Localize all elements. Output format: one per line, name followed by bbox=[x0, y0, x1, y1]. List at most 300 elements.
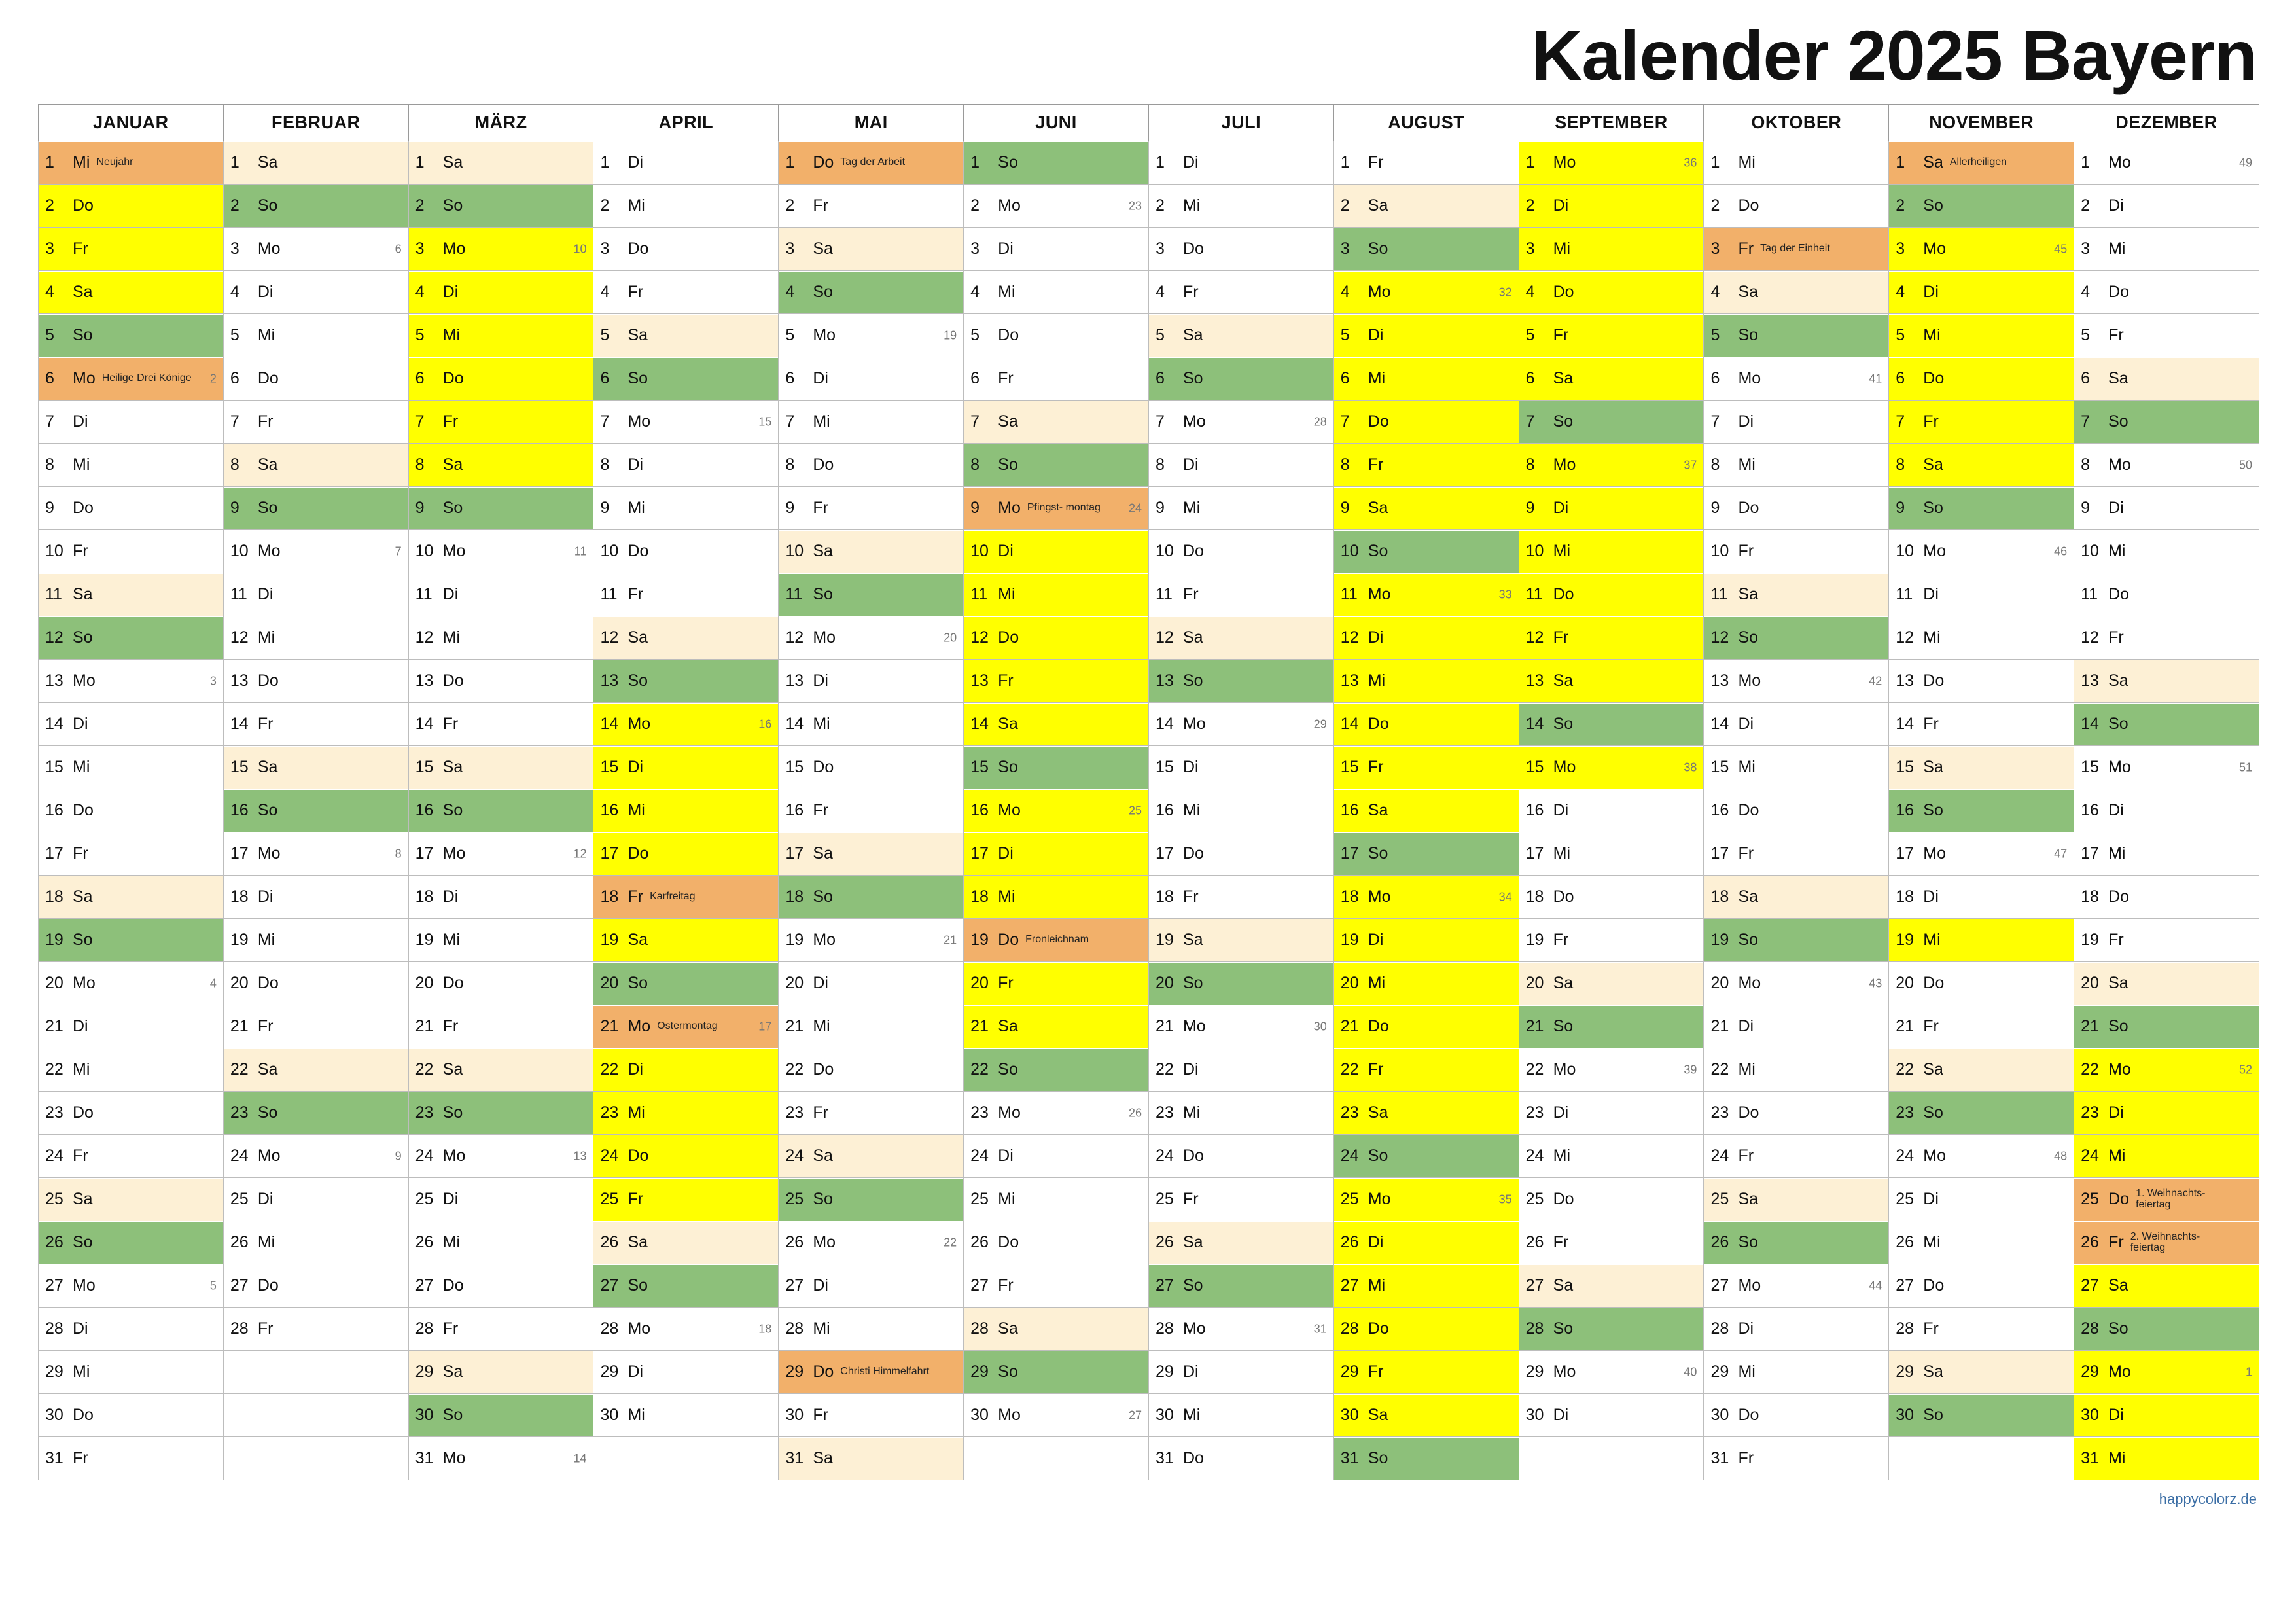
day-cell-content[interactable] bbox=[593, 876, 778, 918]
day-cell-content[interactable] bbox=[1704, 315, 1888, 357]
day-cell-content[interactable] bbox=[224, 1092, 408, 1134]
day-cell-content[interactable] bbox=[39, 919, 223, 961]
day-cell-content[interactable] bbox=[1889, 1395, 2074, 1436]
day-cell-content[interactable] bbox=[1889, 401, 2074, 443]
day-cell-content[interactable] bbox=[1149, 1222, 1333, 1264]
day-cell-content[interactable] bbox=[409, 704, 593, 745]
day-cell-content[interactable] bbox=[1889, 488, 2074, 529]
day-cell-content[interactable] bbox=[1149, 228, 1333, 270]
day-cell-content[interactable] bbox=[39, 1395, 223, 1436]
day-cell-content[interactable] bbox=[1149, 444, 1333, 486]
day-cell-content[interactable] bbox=[593, 401, 778, 443]
day-cell-content[interactable] bbox=[39, 142, 223, 184]
day-cell-content[interactable] bbox=[779, 228, 963, 270]
day-cell-content[interactable] bbox=[224, 919, 408, 961]
day-cell-content[interactable] bbox=[779, 401, 963, 443]
day-cell-content[interactable] bbox=[593, 574, 778, 616]
day-cell-content[interactable] bbox=[1889, 444, 2074, 486]
day-cell-content[interactable] bbox=[593, 617, 778, 659]
day-cell-content[interactable] bbox=[1704, 1438, 1888, 1480]
day-cell-content[interactable] bbox=[1519, 1006, 1704, 1048]
day-cell-content[interactable] bbox=[1334, 444, 1519, 486]
day-cell-content[interactable] bbox=[1519, 790, 1704, 832]
day-cell-content[interactable] bbox=[1334, 790, 1519, 832]
day-cell-content[interactable] bbox=[1334, 401, 1519, 443]
day-cell-content[interactable] bbox=[1519, 358, 1704, 400]
day-cell-content[interactable] bbox=[593, 228, 778, 270]
day-cell-content[interactable] bbox=[779, 963, 963, 1005]
day-cell-content[interactable] bbox=[224, 790, 408, 832]
day-cell-content[interactable] bbox=[1149, 1006, 1333, 1048]
day-cell-content[interactable] bbox=[1334, 876, 1519, 918]
day-cell-content[interactable] bbox=[1704, 1049, 1888, 1091]
day-cell-content[interactable] bbox=[1704, 617, 1888, 659]
day-cell-content[interactable] bbox=[39, 444, 223, 486]
day-cell-content[interactable] bbox=[2074, 315, 2259, 357]
day-cell-content[interactable] bbox=[2074, 142, 2259, 184]
day-cell-content[interactable] bbox=[779, 185, 963, 227]
day-cell-content[interactable] bbox=[1704, 790, 1888, 832]
day-cell-content[interactable] bbox=[964, 531, 1148, 573]
day-cell-content[interactable] bbox=[964, 142, 1148, 184]
day-cell-content[interactable] bbox=[1519, 876, 1704, 918]
day-cell-content[interactable] bbox=[593, 1308, 778, 1350]
day-cell-content[interactable] bbox=[39, 1135, 223, 1177]
day-cell-content[interactable] bbox=[224, 444, 408, 486]
day-cell-content[interactable] bbox=[1704, 660, 1888, 702]
day-cell-content[interactable] bbox=[593, 488, 778, 529]
day-cell-content[interactable] bbox=[1519, 315, 1704, 357]
day-cell-content[interactable] bbox=[1704, 142, 1888, 184]
day-cell-content[interactable] bbox=[2074, 660, 2259, 702]
day-cell-content[interactable] bbox=[409, 1179, 593, 1221]
day-cell-content[interactable] bbox=[39, 1049, 223, 1091]
day-cell-content[interactable] bbox=[224, 142, 408, 184]
day-cell-content[interactable] bbox=[964, 963, 1148, 1005]
day-cell-content[interactable] bbox=[779, 444, 963, 486]
day-cell-content[interactable] bbox=[39, 1265, 223, 1307]
day-cell-content[interactable] bbox=[1704, 401, 1888, 443]
day-cell-content[interactable] bbox=[779, 358, 963, 400]
day-cell-content[interactable] bbox=[1149, 747, 1333, 789]
day-cell-content[interactable] bbox=[409, 142, 593, 184]
day-cell-content[interactable] bbox=[2074, 1006, 2259, 1048]
day-cell-content[interactable] bbox=[779, 1438, 963, 1480]
day-cell-content[interactable] bbox=[779, 1308, 963, 1350]
day-cell-content[interactable] bbox=[1149, 919, 1333, 961]
day-cell-content[interactable] bbox=[39, 315, 223, 357]
day-cell-content[interactable] bbox=[1889, 142, 2074, 184]
day-cell-content[interactable] bbox=[224, 660, 408, 702]
day-cell-content[interactable] bbox=[593, 1395, 778, 1436]
day-cell-content[interactable] bbox=[409, 401, 593, 443]
day-cell-content[interactable] bbox=[224, 876, 408, 918]
day-cell-content[interactable] bbox=[1149, 315, 1333, 357]
day-cell-content[interactable] bbox=[1704, 574, 1888, 616]
day-cell-content[interactable] bbox=[409, 1265, 593, 1307]
day-cell-content[interactable] bbox=[1149, 963, 1333, 1005]
day-cell-content[interactable] bbox=[593, 660, 778, 702]
day-cell-content[interactable] bbox=[593, 790, 778, 832]
day-cell-content[interactable] bbox=[2074, 272, 2259, 313]
day-cell-content[interactable] bbox=[39, 1006, 223, 1048]
day-cell-content[interactable] bbox=[39, 574, 223, 616]
day-cell-content[interactable] bbox=[39, 531, 223, 573]
day-cell-content[interactable] bbox=[224, 704, 408, 745]
day-cell-content[interactable] bbox=[409, 1438, 593, 1480]
day-cell-content[interactable] bbox=[2074, 1351, 2259, 1393]
day-cell-content[interactable] bbox=[964, 185, 1148, 227]
day-cell-content[interactable] bbox=[1149, 1135, 1333, 1177]
day-cell-content[interactable] bbox=[964, 488, 1148, 529]
day-cell-content[interactable] bbox=[1704, 272, 1888, 313]
day-cell-content[interactable] bbox=[1334, 919, 1519, 961]
day-cell-content[interactable] bbox=[2074, 747, 2259, 789]
day-cell-content[interactable] bbox=[1334, 315, 1519, 357]
day-cell-content[interactable] bbox=[409, 660, 593, 702]
day-cell-content[interactable] bbox=[1519, 1092, 1704, 1134]
day-cell-content[interactable] bbox=[39, 358, 223, 400]
day-cell-content[interactable] bbox=[2074, 919, 2259, 961]
day-cell-content[interactable] bbox=[593, 1135, 778, 1177]
day-cell-content[interactable] bbox=[1149, 1049, 1333, 1091]
day-cell-content[interactable] bbox=[964, 617, 1148, 659]
day-cell-content[interactable] bbox=[1704, 876, 1888, 918]
day-cell-content[interactable] bbox=[593, 1006, 778, 1048]
day-cell-content[interactable] bbox=[779, 1135, 963, 1177]
day-cell-content[interactable] bbox=[593, 1222, 778, 1264]
day-cell-content[interactable] bbox=[964, 444, 1148, 486]
day-cell-content[interactable] bbox=[1149, 1092, 1333, 1134]
day-cell-content[interactable] bbox=[593, 185, 778, 227]
day-cell-content[interactable] bbox=[1704, 747, 1888, 789]
day-cell-content[interactable] bbox=[593, 444, 778, 486]
day-cell-content[interactable] bbox=[779, 488, 963, 529]
day-cell-content[interactable] bbox=[224, 833, 408, 875]
day-cell-content[interactable] bbox=[39, 660, 223, 702]
day-cell-content[interactable] bbox=[1334, 1092, 1519, 1134]
day-cell-content[interactable] bbox=[1334, 1265, 1519, 1307]
day-cell-content[interactable] bbox=[2074, 401, 2259, 443]
day-cell-content[interactable] bbox=[1149, 704, 1333, 745]
day-cell-content[interactable] bbox=[1519, 1049, 1704, 1091]
day-cell-content[interactable] bbox=[1334, 1135, 1519, 1177]
day-cell-content[interactable] bbox=[1519, 747, 1704, 789]
day-cell-content[interactable] bbox=[2074, 704, 2259, 745]
day-cell-content[interactable] bbox=[593, 1179, 778, 1221]
day-cell-content[interactable] bbox=[1149, 790, 1333, 832]
day-cell-content[interactable] bbox=[1889, 660, 2074, 702]
day-cell-content[interactable] bbox=[779, 1351, 963, 1393]
day-cell-content[interactable] bbox=[2074, 833, 2259, 875]
day-cell-content[interactable] bbox=[1149, 185, 1333, 227]
day-cell-content[interactable] bbox=[1519, 1308, 1704, 1350]
day-cell-content[interactable] bbox=[409, 1092, 593, 1134]
day-cell-content[interactable] bbox=[1889, 617, 2074, 659]
day-cell-content[interactable] bbox=[2074, 1092, 2259, 1134]
day-cell-content[interactable] bbox=[409, 1395, 593, 1436]
day-cell-content[interactable] bbox=[1519, 185, 1704, 227]
day-cell-content[interactable] bbox=[1889, 1265, 2074, 1307]
day-cell-content[interactable] bbox=[409, 574, 593, 616]
day-cell-content[interactable] bbox=[409, 358, 593, 400]
day-cell-content[interactable] bbox=[1704, 1179, 1888, 1221]
day-cell-content[interactable] bbox=[964, 1006, 1148, 1048]
day-cell-content[interactable] bbox=[1149, 1308, 1333, 1350]
day-cell-content[interactable] bbox=[2074, 444, 2259, 486]
day-cell-content[interactable] bbox=[779, 1179, 963, 1221]
day-cell-content[interactable] bbox=[1889, 1308, 2074, 1350]
day-cell-content[interactable] bbox=[39, 1092, 223, 1134]
day-cell-content[interactable] bbox=[593, 704, 778, 745]
day-cell-content[interactable] bbox=[1519, 1222, 1704, 1264]
day-cell-content[interactable] bbox=[964, 574, 1148, 616]
day-cell-content[interactable] bbox=[779, 1222, 963, 1264]
day-cell-content[interactable] bbox=[593, 315, 778, 357]
day-cell-content[interactable] bbox=[593, 1351, 778, 1393]
day-cell-content[interactable] bbox=[593, 747, 778, 789]
day-cell-content[interactable] bbox=[1334, 574, 1519, 616]
day-cell-content[interactable] bbox=[1889, 531, 2074, 573]
day-cell-content[interactable] bbox=[964, 1395, 1148, 1436]
day-cell-content[interactable] bbox=[1334, 704, 1519, 745]
day-cell-content[interactable] bbox=[409, 1006, 593, 1048]
day-cell-content[interactable] bbox=[1149, 660, 1333, 702]
day-cell-content[interactable] bbox=[409, 1049, 593, 1091]
day-cell-content[interactable] bbox=[779, 142, 963, 184]
day-cell-content[interactable] bbox=[1889, 747, 2074, 789]
day-cell-content[interactable] bbox=[1704, 1308, 1888, 1350]
day-cell-content[interactable] bbox=[1519, 1265, 1704, 1307]
day-cell-content[interactable] bbox=[1704, 1092, 1888, 1134]
day-cell-content[interactable] bbox=[224, 358, 408, 400]
day-cell-content[interactable] bbox=[1704, 919, 1888, 961]
day-cell-content[interactable] bbox=[593, 1049, 778, 1091]
day-cell-content[interactable] bbox=[964, 1092, 1148, 1134]
day-cell-content[interactable] bbox=[39, 1351, 223, 1393]
day-cell-content[interactable] bbox=[2074, 1308, 2259, 1350]
day-cell-content[interactable] bbox=[409, 747, 593, 789]
day-cell-content[interactable] bbox=[779, 1265, 963, 1307]
day-cell-content[interactable] bbox=[1889, 228, 2074, 270]
day-cell-content[interactable] bbox=[779, 1395, 963, 1436]
day-cell-content[interactable] bbox=[1889, 358, 2074, 400]
day-cell-content[interactable] bbox=[779, 272, 963, 313]
day-cell-content[interactable] bbox=[779, 919, 963, 961]
day-cell-content[interactable] bbox=[409, 185, 593, 227]
day-cell-content[interactable] bbox=[1149, 1351, 1333, 1393]
day-cell-content[interactable] bbox=[1334, 833, 1519, 875]
day-cell-content[interactable] bbox=[964, 833, 1148, 875]
day-cell-content[interactable] bbox=[2074, 358, 2259, 400]
day-cell-content[interactable] bbox=[779, 1006, 963, 1048]
day-cell-content[interactable] bbox=[1889, 790, 2074, 832]
day-cell-content[interactable] bbox=[2074, 228, 2259, 270]
day-cell-content[interactable] bbox=[2074, 790, 2259, 832]
day-cell-content[interactable] bbox=[1334, 747, 1519, 789]
day-cell-content[interactable] bbox=[39, 790, 223, 832]
day-cell-content[interactable] bbox=[964, 919, 1148, 961]
day-cell-content[interactable] bbox=[1704, 704, 1888, 745]
day-cell-content[interactable] bbox=[224, 1049, 408, 1091]
day-cell-content[interactable] bbox=[1149, 876, 1333, 918]
day-cell-content[interactable] bbox=[1334, 142, 1519, 184]
day-cell-content[interactable] bbox=[409, 1135, 593, 1177]
day-cell-content[interactable] bbox=[2074, 488, 2259, 529]
day-cell-content[interactable] bbox=[1519, 1179, 1704, 1221]
day-cell-content[interactable] bbox=[964, 747, 1148, 789]
day-cell-content[interactable] bbox=[224, 488, 408, 529]
day-cell-content[interactable] bbox=[1334, 488, 1519, 529]
day-cell-content[interactable] bbox=[1334, 1395, 1519, 1436]
day-cell-content[interactable] bbox=[1704, 1351, 1888, 1393]
day-cell-content[interactable] bbox=[1889, 833, 2074, 875]
day-cell-content[interactable] bbox=[224, 401, 408, 443]
day-cell-content[interactable] bbox=[1149, 488, 1333, 529]
day-cell-content[interactable] bbox=[1334, 272, 1519, 313]
day-cell-content[interactable] bbox=[964, 272, 1148, 313]
day-cell-content[interactable] bbox=[1149, 833, 1333, 875]
day-cell-content[interactable] bbox=[1889, 1135, 2074, 1177]
day-cell-content[interactable] bbox=[593, 1265, 778, 1307]
day-cell-content[interactable] bbox=[224, 228, 408, 270]
day-cell-content[interactable] bbox=[1334, 1438, 1519, 1480]
day-cell-content[interactable] bbox=[2074, 185, 2259, 227]
day-cell-content[interactable] bbox=[1704, 1395, 1888, 1436]
day-cell-content[interactable] bbox=[1519, 617, 1704, 659]
day-cell-content[interactable] bbox=[964, 704, 1148, 745]
day-cell-content[interactable] bbox=[409, 228, 593, 270]
day-cell-content[interactable] bbox=[593, 358, 778, 400]
day-cell-content[interactable] bbox=[964, 228, 1148, 270]
day-cell-content[interactable] bbox=[224, 1135, 408, 1177]
day-cell-content[interactable] bbox=[1334, 228, 1519, 270]
day-cell-content[interactable] bbox=[1704, 185, 1888, 227]
day-cell-content[interactable] bbox=[2074, 617, 2259, 659]
day-cell-content[interactable] bbox=[1889, 919, 2074, 961]
day-cell-content[interactable] bbox=[224, 1265, 408, 1307]
day-cell-content[interactable] bbox=[1149, 531, 1333, 573]
day-cell-content[interactable] bbox=[1149, 358, 1333, 400]
day-cell-content[interactable] bbox=[1889, 1179, 2074, 1221]
day-cell-content[interactable] bbox=[409, 488, 593, 529]
day-cell-content[interactable] bbox=[1149, 1265, 1333, 1307]
day-cell-content[interactable] bbox=[1334, 531, 1519, 573]
day-cell-content[interactable] bbox=[224, 531, 408, 573]
day-cell-content[interactable] bbox=[224, 272, 408, 313]
day-cell-content[interactable] bbox=[1704, 1006, 1888, 1048]
day-cell-content[interactable] bbox=[224, 574, 408, 616]
day-cell-content[interactable] bbox=[964, 790, 1148, 832]
day-cell-content[interactable] bbox=[779, 833, 963, 875]
day-cell-content[interactable] bbox=[1149, 617, 1333, 659]
day-cell-content[interactable] bbox=[39, 1179, 223, 1221]
day-cell-content[interactable] bbox=[409, 833, 593, 875]
day-cell-content[interactable] bbox=[409, 444, 593, 486]
day-cell-content[interactable] bbox=[1519, 833, 1704, 875]
day-cell-content[interactable] bbox=[224, 1222, 408, 1264]
day-cell-content[interactable] bbox=[1334, 660, 1519, 702]
day-cell-content[interactable] bbox=[2074, 876, 2259, 918]
day-cell-content[interactable] bbox=[39, 833, 223, 875]
day-cell-content[interactable] bbox=[39, 488, 223, 529]
day-cell-content[interactable] bbox=[1519, 1395, 1704, 1436]
day-cell-content[interactable] bbox=[39, 876, 223, 918]
day-cell-content[interactable] bbox=[779, 531, 963, 573]
day-cell-content[interactable] bbox=[39, 228, 223, 270]
day-cell-content[interactable] bbox=[1519, 401, 1704, 443]
day-cell-content[interactable] bbox=[39, 617, 223, 659]
day-cell-content[interactable] bbox=[593, 531, 778, 573]
day-cell-content[interactable] bbox=[964, 358, 1148, 400]
day-cell-content[interactable] bbox=[1149, 1438, 1333, 1480]
day-cell-content[interactable] bbox=[224, 747, 408, 789]
day-cell-content[interactable] bbox=[1149, 272, 1333, 313]
day-cell-content[interactable] bbox=[39, 185, 223, 227]
day-cell-content[interactable] bbox=[1519, 531, 1704, 573]
day-cell-content[interactable] bbox=[409, 617, 593, 659]
day-cell-content[interactable] bbox=[779, 747, 963, 789]
day-cell-content[interactable] bbox=[1149, 142, 1333, 184]
day-cell-content[interactable] bbox=[1519, 228, 1704, 270]
day-cell-content[interactable] bbox=[2074, 574, 2259, 616]
day-cell-content[interactable] bbox=[1334, 1179, 1519, 1221]
day-cell-content[interactable] bbox=[1704, 358, 1888, 400]
day-cell-content[interactable] bbox=[224, 1179, 408, 1221]
day-cell-content[interactable] bbox=[1519, 660, 1704, 702]
day-cell-content[interactable] bbox=[39, 272, 223, 313]
day-cell-content[interactable] bbox=[593, 833, 778, 875]
day-cell-content[interactable] bbox=[224, 1006, 408, 1048]
day-cell-content[interactable] bbox=[1889, 1006, 2074, 1048]
day-cell-content[interactable] bbox=[964, 401, 1148, 443]
day-cell-content[interactable] bbox=[2074, 531, 2259, 573]
day-cell-content[interactable] bbox=[409, 531, 593, 573]
day-cell-content[interactable] bbox=[779, 617, 963, 659]
day-cell-content[interactable] bbox=[224, 963, 408, 1005]
day-cell-content[interactable] bbox=[964, 1135, 1148, 1177]
day-cell-content[interactable] bbox=[1149, 401, 1333, 443]
day-cell-content[interactable] bbox=[1519, 444, 1704, 486]
day-cell-content[interactable] bbox=[1704, 488, 1888, 529]
day-cell-content[interactable] bbox=[409, 272, 593, 313]
day-cell-content[interactable] bbox=[1889, 315, 2074, 357]
day-cell-content[interactable] bbox=[224, 315, 408, 357]
day-cell-content[interactable] bbox=[1704, 963, 1888, 1005]
day-cell-content[interactable] bbox=[964, 1308, 1148, 1350]
day-cell-content[interactable] bbox=[1704, 1222, 1888, 1264]
day-cell-content[interactable] bbox=[1519, 704, 1704, 745]
day-cell-content[interactable] bbox=[224, 1308, 408, 1350]
day-cell-content[interactable] bbox=[1889, 272, 2074, 313]
day-cell-content[interactable] bbox=[593, 272, 778, 313]
day-cell-content[interactable] bbox=[779, 1092, 963, 1134]
day-cell-content[interactable] bbox=[1889, 1049, 2074, 1091]
day-cell-content[interactable] bbox=[1149, 1395, 1333, 1436]
day-cell-content[interactable] bbox=[2074, 1395, 2259, 1436]
day-cell-content[interactable] bbox=[1334, 1222, 1519, 1264]
day-cell-content[interactable] bbox=[779, 1049, 963, 1091]
day-cell-content[interactable] bbox=[964, 1265, 1148, 1307]
day-cell-content[interactable] bbox=[39, 747, 223, 789]
day-cell-content[interactable] bbox=[39, 704, 223, 745]
day-cell-content[interactable] bbox=[2074, 1049, 2259, 1091]
day-cell-content[interactable] bbox=[39, 1438, 223, 1480]
day-cell-content[interactable] bbox=[1704, 833, 1888, 875]
day-cell-content[interactable] bbox=[593, 919, 778, 961]
day-cell-content[interactable] bbox=[224, 617, 408, 659]
day-cell-content[interactable] bbox=[964, 1179, 1148, 1221]
